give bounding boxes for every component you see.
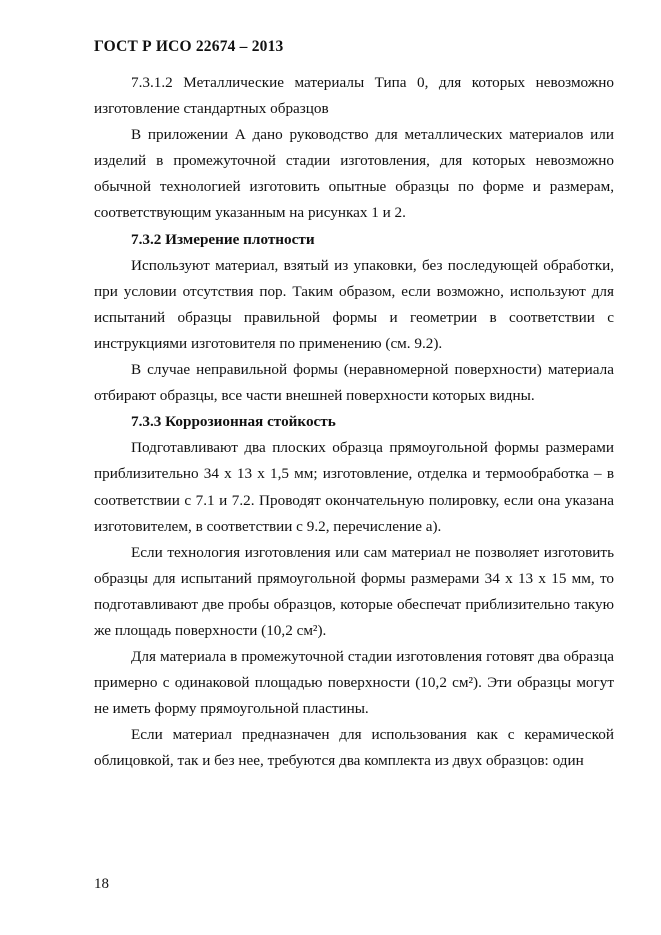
paragraph-density-1: Используют материал, взятый из упаковки, без последующей обработки, при условии отсутствия пор. Таким образом, если возможно, используют для испытаний образцы правильной формы и геометрии в соответствии с инструкциями изготовителя по применению (см. 9.2). — [94, 256, 614, 352]
page-number: 18 — [94, 876, 109, 892]
document-body — [94, 70, 614, 775]
paragraph-appendix-a: В приложении А дано руководство для металлических материалов или изделий в промежуточной стадии изготовления, для которых невозможно обычной технологией изготовить опытные образцы по форме и размерам, соответствующим указанным на рисунках 1 и 2. — [94, 126, 614, 222]
document-header: ГОСТ Р ИСО 22674 – 2013 — [94, 38, 284, 55]
paragraph-7-3-1-2: 7.3.1.2 Металлические материалы Типа 0, для которых невозможно изготовление стандартных образцов — [94, 74, 614, 118]
paragraph-corrosion-2: Если технология изготовления или сам материал не позволяет изготовить образцы для испытаний прямоугольной формы размерами 34 x 13 x 15 мм, то подготавливают две пробы образцов, которые обеспечат приблизительно такую же площадь поверхности (10,2 см²). — [94, 543, 614, 639]
paragraph-corrosion-4: Если материал предназначен для использования как с керамической облицовкой, так и без нее, требуются два комплекта из двух образцов: один — [94, 726, 614, 770]
paragraph-corrosion-1: Подготавливают два плоских образца прямоугольной формы размерами приблизительно 34 x 13 x 1,5 мм; изготовление, отделка и термообработка – в соответствии с 7.1 и 7.2. Проводят окончательную полировку, если она указана изготовителем, в соответствии с 9.2, перечисление а). — [94, 439, 614, 535]
paragraph-corrosion-3: Для материала в промежуточной стадии изготовления готовят два образца примерно с одинаковой площадью поверхности (10,2 см²). Эти образцы могут не иметь форму прямоугольной пластины. — [94, 648, 614, 718]
paragraph-density-2: В случае неправильной формы (неравномерной поверхности) материала отбирают образцы, все части внешней поверхности которых видны. — [94, 361, 614, 405]
heading-corrosion-resistance: 7.3.3 Коррозионная стойкость — [131, 413, 336, 431]
heading-density-measurement: 7.3.2 Измерение плотности — [131, 230, 315, 248]
